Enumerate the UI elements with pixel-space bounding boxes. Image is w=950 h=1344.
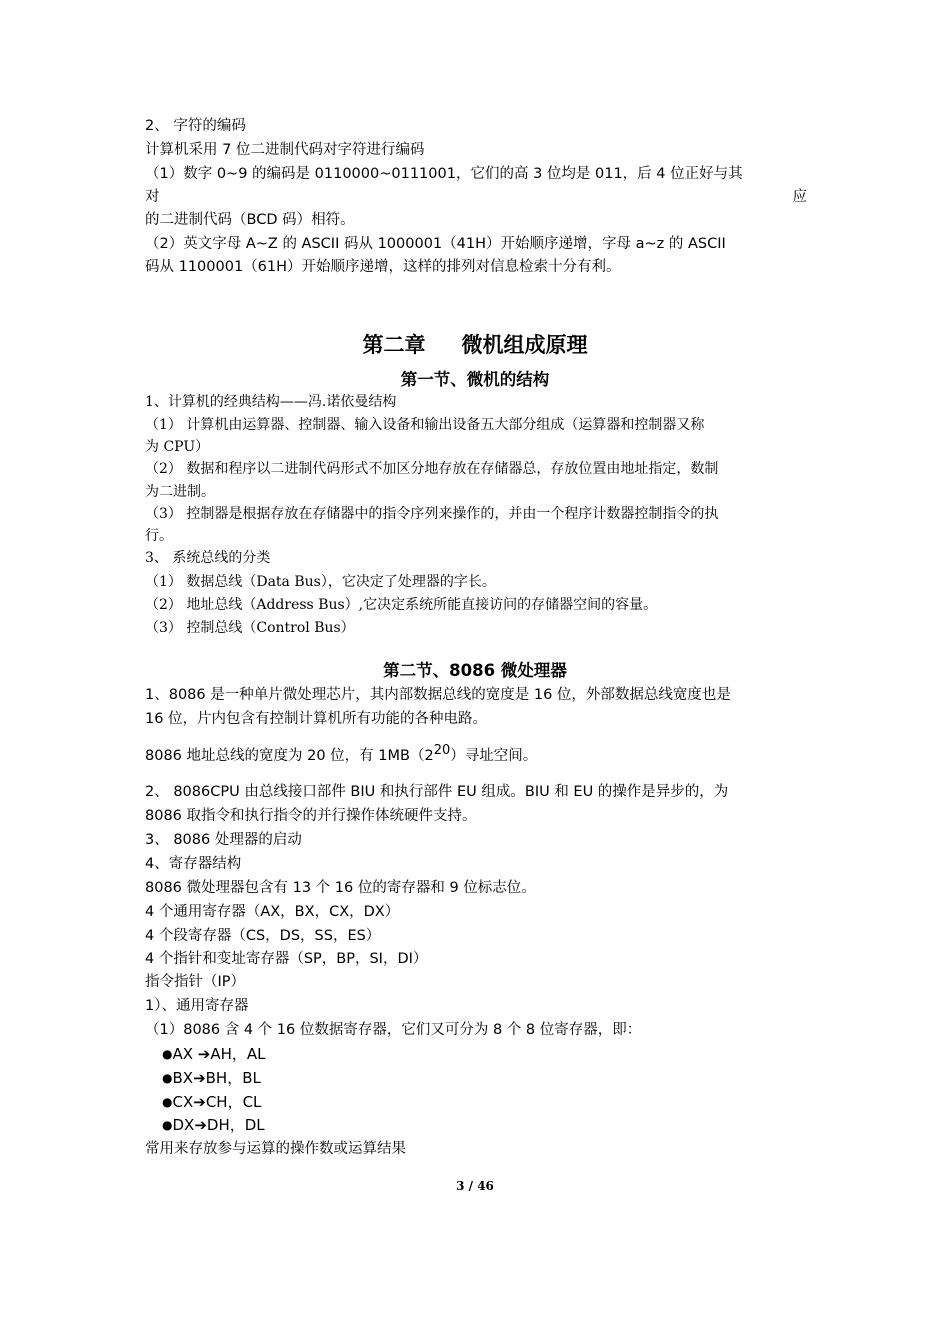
section1-line: 为二进制。 [145,484,215,500]
section2-p1-line2: 16 位，片内包含有控制计算机所有功能的各种电路。 [145,711,488,727]
right-arrow-icon: ➔ [194,1116,207,1134]
bullet-right: DH，DL [206,1116,265,1134]
bullet-dot-icon: ● [162,1118,173,1132]
chapter-number: 第二章 [362,333,426,357]
section2-p2-line2: 8086 取指令和执行指令的并行操作体统硬件支持。 [145,808,477,824]
section1-line: 行。 [145,528,173,544]
section1-line: 3、 系统总线的分类 [145,550,271,566]
bullet-dot-icon: ● [162,1071,173,1085]
section2-p4: 4、寄存器结构 [145,856,242,872]
section2-closing: 常用来存放参与运算的操作数或运算结果 [145,1141,406,1157]
section2-address-line [145,743,538,766]
section1-line: （3） 控制总线（Control Bus） [145,620,355,636]
section2-p3: 3、 8086 处理器的启动 [145,832,302,848]
bullet-item-cx [162,1092,261,1112]
section2-title: 第二节、8086 微处理器 [383,661,567,680]
bullet-right: BH，BL [205,1069,261,1087]
section1-line: （1） 计算机由运算器、控制器、输入设备和输出设备五大部分组成（运算器和控制器又称 [145,417,705,433]
intro-item2-line2: 码从 1100001（61H）开始顺序递增，这样的排列对信息检索十分有利。 [145,259,621,275]
page-separator: / [464,1179,478,1193]
section1-line: （2） 地址总线（Address Bus）,它决定系统所能直接访问的存储器空间的容量。 [145,597,658,613]
section1-line: 1、计算机的经典结构——冯.诺依曼结构 [145,394,397,410]
section2-p2-line1: 2、 8086CPU 由总线接口部件 BIU 和执行部件 EU 组成。BIU 和 EU 的操作是异步的，为 [145,784,729,800]
section2-p9: 指令指针（IP） [145,974,246,990]
bullet-right: CH，CL [205,1093,262,1111]
intro-item1-line3: 的二进制代码（BCD 码）相符。 [145,212,355,228]
section2-p10: 1）、通用寄存器 [145,998,249,1014]
section2-p8: 4 个指针和变址寄存器（SP，BP，SI，DI） [145,951,428,967]
section1-line: （2） 数据和程序以二进制代码形式不加区分地存放在存储器总，存放位置由地址指定，数制 [145,461,719,477]
section2-p6: 4 个通用寄存器（AX，BX，CX，DX） [145,904,400,920]
current-page: 3 [456,1179,465,1193]
bullet-left: AX [172,1045,198,1063]
chapter-heading [0,331,950,359]
bullet-left: BX [172,1069,194,1087]
bullet-item-dx [162,1115,265,1135]
bullet-dot-icon: ● [162,1047,173,1061]
section2-p1-line1: 1、8086 是一种单片微处理芯片，其内部数据总线的宽度是 16 位，外部数据总线宽度也是 [145,687,731,703]
intro-item1-line1: （1）数字 0~9 的编码是 0110000~0111001，它们的高 3 位均是 011，后 4 位正好与其 [145,166,743,182]
page-number [0,1178,950,1194]
section1-line: （3） 控制器是根据存放在存储器中的指令序列来操作的，并由一个程序计数器控制指令的执 [145,506,719,522]
total-pages: 46 [477,1179,494,1193]
bullet-left: DX [172,1116,195,1134]
chapter-title: 微机组成原理 [461,333,588,357]
bullet-item-ax [162,1044,266,1064]
intro-item1-line2-left: 对 [145,189,160,205]
section2-p5: 8086 微处理器包含有 13 个 16 位的寄存器和 9 位标志位。 [145,880,536,896]
address-suffix: ）寻址空间。 [450,748,538,764]
right-arrow-icon: ➔ [197,1045,211,1063]
bullet-item-bx [162,1068,261,1088]
intro-heading: 2、 字符的编码 [145,118,246,134]
intro-line: 计算机采用 7 位二进制代码对字符进行编码 [145,142,425,158]
section1-title: 第一节、微机的结构 [400,370,550,389]
section2-p11: （1）8086 含 4 个 16 位数据寄存器，它们又可分为 8 个 8 位寄存器，即： [145,1022,642,1038]
address-prefix: 8086 地址总线的宽度为 20 位，有 1MB（2 [145,748,434,764]
right-arrow-icon: ➔ [193,1069,206,1087]
right-arrow-icon: ➔ [193,1093,206,1111]
section2-p7: 4 个段寄存器（CS，DS，SS，ES） [145,928,381,944]
section1-line: 为 CPU） [145,439,210,455]
bullet-left: CX [172,1093,194,1111]
intro-item1-line2-right: 应 [792,189,807,205]
section1-line: （1） 数据总线（Data Bus），它决定了处理器的字长。 [145,574,496,590]
bullet-right: AH，AL [210,1045,266,1063]
intro-item1-line2 [145,187,807,207]
address-exponent: 20 [433,743,451,758]
bullet-dot-icon: ● [162,1095,173,1109]
intro-item2-line1: （2）英文字母 A~Z 的 ASCII 码从 1000001（41H）开始顺序递增，字母 a~z 的 ASCII [145,236,726,252]
